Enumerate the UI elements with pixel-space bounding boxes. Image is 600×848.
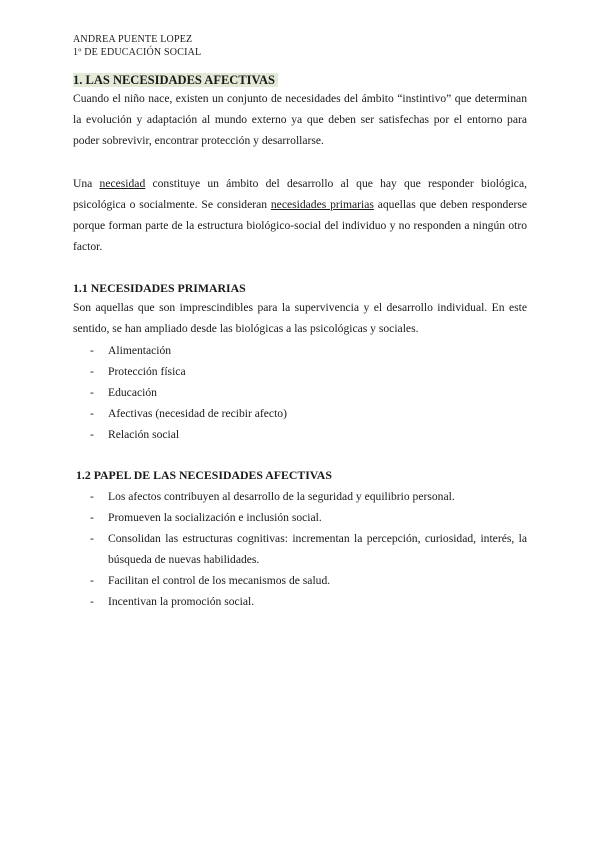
list-item [90,382,527,403]
primarias-list [90,340,527,445]
bullet-dash: - [90,386,94,399]
term-necesidades-primarias: necesidades primarias [270,198,374,211]
course-name: 1º DE EDUCACIÓN SOCIAL [73,46,202,58]
section-title-necesidades-afectivas [73,72,278,88]
bullet-dash: - [90,511,94,524]
list-item-text: Protección física [108,365,186,378]
bullet-dash: - [90,574,94,587]
bullet-dash: - [90,428,94,441]
bullet-dash: - [90,490,94,503]
list-item-text: Educación [108,386,157,399]
list-item-text: Consolidan las estructuras cognitivas: incrementan la percepción, curiosidad, interés, la búsqueda de nuevas habilidades. [108,532,527,566]
papel-list [90,486,527,612]
definition-text-1: Una [73,177,100,190]
list-item-text: Alimentación [108,344,172,357]
list-item [90,507,527,528]
list-item [90,361,527,382]
bullet-dash: - [90,365,94,378]
bullet-dash: - [90,595,94,608]
list-item-text: Afectivas (necesidad de recibir afecto) [108,407,287,420]
list-item [90,570,527,591]
term-necesidad: necesidad [99,177,146,190]
definition-text-2: constituye un ámbito del desarrollo al que hay que responder biológica, psicológica o socialmente. Se consideran [73,177,527,211]
list-item-text: Relación social [108,428,180,441]
author-name: ANDREA PUENTE LOPEZ [73,34,193,45]
bullet-dash: - [90,532,94,545]
list-item [90,424,527,445]
list-item-text: Facilitan el control de los mecanismos de salud. [108,574,331,587]
list-item-text: Incentivan la promoción social. [108,595,255,608]
page-header [73,34,201,59]
definition-text-3: aquellas que deben responderse porque forman parte de la estructura biológico-social del individuo y no responden a ningún otro factor. [73,198,528,253]
list-item [90,591,527,612]
subsection-title-papel-necesidades: 1.2 PAPEL DE LAS NECESIDADES AFECTIVAS [76,468,332,482]
list-item-text: Promueven la socialización e inclusión social. [108,511,322,524]
intro-paragraph: Cuando el niño nace, existen un conjunto de necesidades del ámbito “instintivo” que determinan la evolución y adaptación al mundo externo ya que deben ser satisfechas por el entorno para poder sobrevivir, encontrar protección y desarrollarse. [73,92,527,147]
bullet-dash: - [90,407,94,420]
list-item [90,528,527,570]
list-item [90,403,527,424]
definition-paragraph [73,173,527,257]
subsection-title-necesidades-primarias: 1.1 NECESIDADES PRIMARIAS [73,281,246,295]
primarias-paragraph: Son aquellas que son imprescindibles para la supervivencia y el desarrollo individual. En este sentido, se han ampliado desde las biológicas a las psicológicas y sociales. [73,301,527,335]
list-item-text: Los afectos contribuyen al desarrollo de la seguridad y equilibrio personal. [108,490,455,503]
bullet-dash: - [90,344,94,357]
section-title-text: 1. LAS NECESIDADES AFECTIVAS [73,73,278,87]
list-item [90,486,527,507]
list-item [90,340,527,361]
